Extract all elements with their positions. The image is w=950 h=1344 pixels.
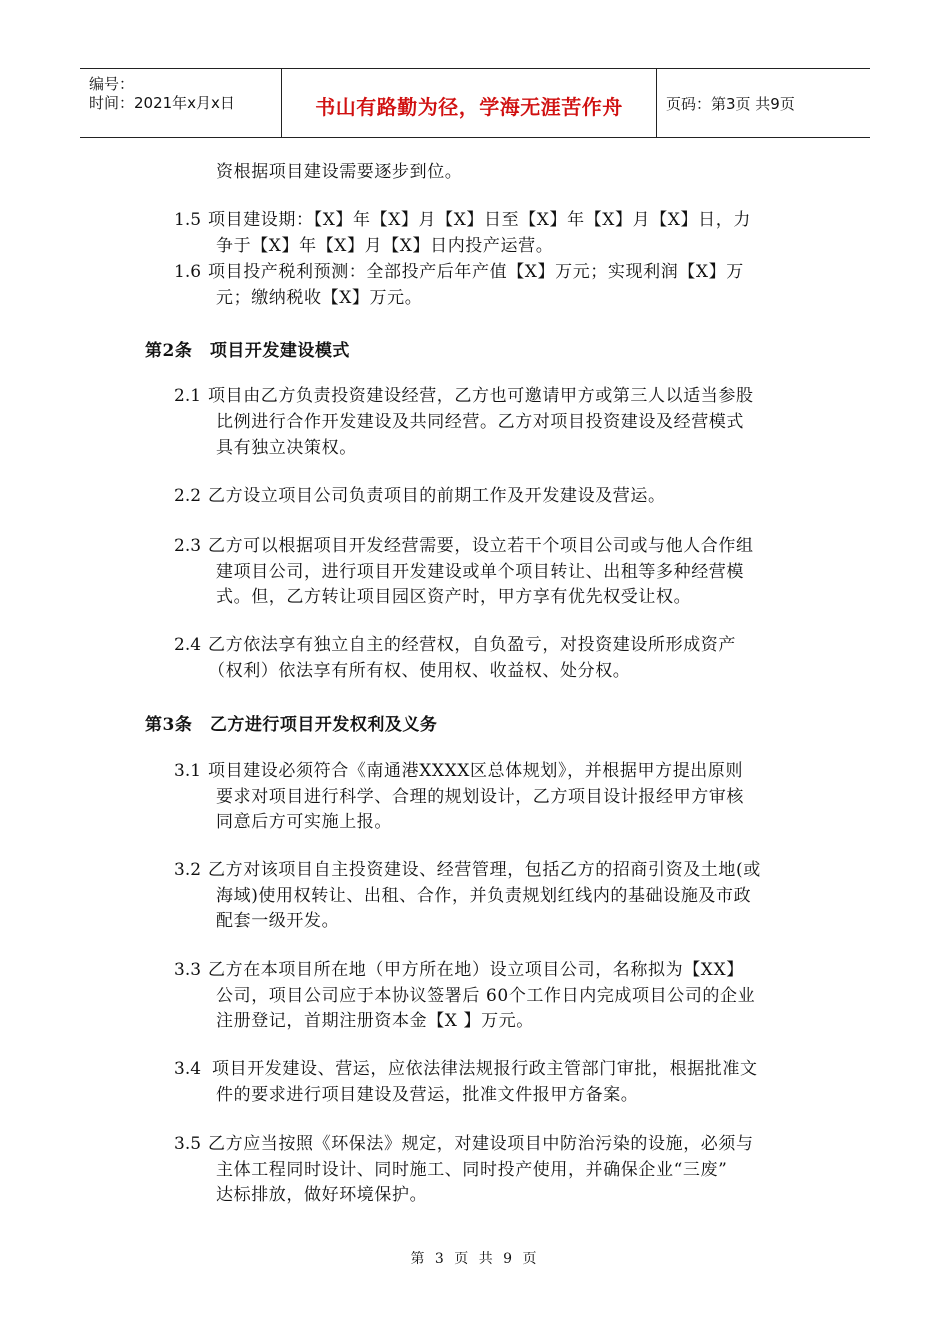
item-number: 3.1: [174, 761, 202, 781]
item-text-line: 乙方设立项目公司负责项目的前期工作及开发建设及营运。: [208, 486, 666, 506]
item-text-line: 建项目公司，进行项目开发建设或单个项目转让、出租等多种经营模: [216, 562, 744, 582]
header-motto: 书山有路勤为径，学海无涯苦作舟: [315, 95, 623, 119]
item-text-line: 乙方可以根据项目开发经营需要，设立若干个项目公司或与他人合作组: [208, 536, 754, 556]
header-left-cell: [80, 69, 282, 137]
item-text-line: 项目开发建设、营运，应依法律法规报行政主管部门审批，根据批准文: [212, 1059, 758, 1079]
item-text-line: 项目投产税利预测：全部投产后年产值【X】万元；实现利润【X】万: [208, 262, 744, 282]
article-2-title: 第2条 项目开发建设模式: [145, 341, 350, 361]
item-number: 3.2: [174, 860, 202, 880]
header-page-label: 页码：第3页 共9页: [666, 95, 795, 113]
header-right-cell: [657, 69, 870, 137]
item-text-line: 要求对项目进行科学、合理的规划设计，乙方项目设计报经甲方审核: [216, 787, 744, 807]
item-text-line: 同意后方可实施上报。: [216, 812, 392, 832]
intro-line: 资根据项目建设需要逐步到位。: [216, 162, 463, 182]
item-text-line: 项目建设期：【X】年【X】月【X】日至【X】年【X】月【X】日，力: [208, 210, 751, 230]
item-number: 1.5: [174, 210, 202, 230]
item-number: 3.3: [174, 960, 202, 980]
item-number: 2.4: [174, 635, 202, 655]
item-text-line: 项目由乙方负责投资建设经营，乙方也可邀请甲方或第三人以适当参股: [208, 386, 754, 406]
item-text-line: 具有独立决策权。: [216, 438, 357, 458]
item-text-line: 配套一级开发。: [216, 911, 340, 931]
item-text-line: 件的要求进行项目建设及营运，批准文件报甲方备案。: [216, 1085, 639, 1105]
item-text-line: 达标排放，做好环境保护。: [216, 1185, 428, 1205]
item-text-line: 争于【X】年【X】月【X】日内投产运营。: [216, 236, 554, 256]
document-number-label: 编号：: [89, 75, 135, 93]
article-3-title: 第3条 乙方进行项目开发权利及义务: [145, 715, 438, 735]
page-footer: 第 3 页 共 9 页: [410, 1251, 540, 1267]
item-text-line: 注册登记，首期注册资本金【X 】万元。: [216, 1011, 534, 1031]
item-number: 2.2: [174, 486, 202, 506]
item-number: 1.6: [174, 262, 202, 282]
item-text-line: 公司，项目公司应于本协议签署后 60个工作日内完成项目公司的企业: [216, 986, 756, 1006]
item-number: 3.4: [174, 1059, 202, 1079]
document-header: [80, 68, 870, 138]
item-number: 2.3: [174, 536, 202, 556]
item-text-line: 元；缴纳税收【X】万元。: [216, 288, 423, 308]
item-text-line: 式。但，乙方转让项目园区资产时，甲方享有优先权受让权。: [216, 587, 692, 607]
item-text-line: 乙方对该项目自主投资建设、经营管理，包括乙方的招商引资及土地(或: [208, 860, 761, 880]
document-time-label: 时间：2021年x月x日: [89, 94, 235, 112]
item-text-line: （权利）依法享有所有权、使用权、收益权、处分权。: [208, 661, 631, 681]
item-number: 2.1: [174, 386, 202, 406]
item-text-line: 乙方依法享有独立自主的经营权，自负盈亏，对投资建设所形成资产: [208, 635, 736, 655]
item-text-line: 项目建设必须符合《南通港XXXX区总体规划》，并根据甲方提出原则: [208, 761, 744, 781]
header-motto-cell: [282, 69, 657, 137]
item-number: 3.5: [174, 1134, 202, 1154]
item-text-line: 比例进行合作开发建设及共同经营。乙方对项目投资建设及经营模式: [216, 412, 744, 432]
item-text-line: 乙方在本项目所在地（甲方所在地）设立项目公司，名称拟为【XX】: [208, 960, 744, 980]
item-text-line: 海域)使用权转让、出租、合作，并负责规划红线内的基础设施及市政: [216, 886, 752, 906]
item-text-line: 主体工程同时设计、同时施工、同时投产使用，并确保企业“三废”: [216, 1160, 728, 1180]
item-text-line: 乙方应当按照《环保法》规定，对建设项目中防治污染的设施，必须与: [208, 1134, 754, 1154]
